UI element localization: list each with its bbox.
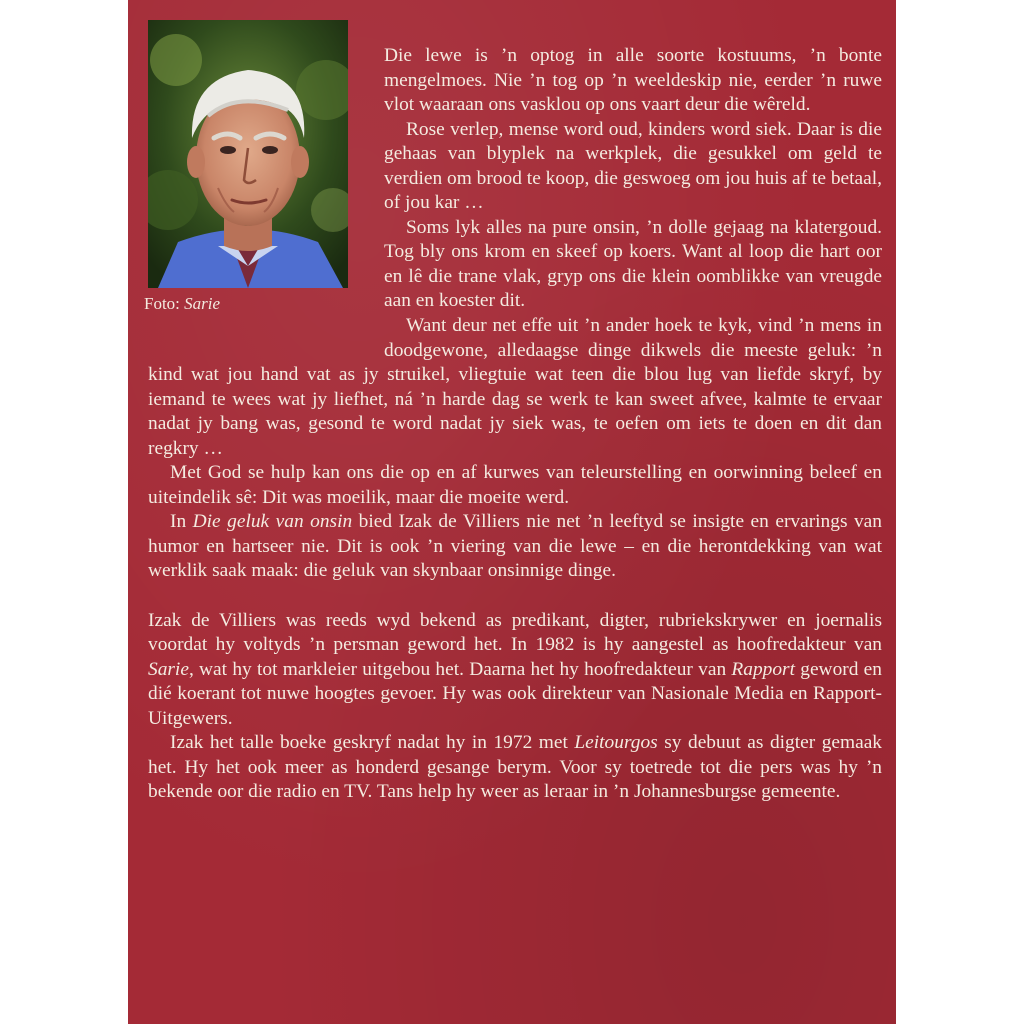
- newspaper-rapport: Rapport: [731, 658, 795, 680]
- blurb-paragraph-3: Soms lyk alles na pure onsin, ’n dolle gejaag na klatergoud. Tog bly ons krom en skeef op koers. Want al loop die hart oor en lê die trane vlak, gryp ons die klein oomblikke van vreugde aan en koester dit.: [384, 216, 882, 312]
- bio-paragraph-2: Izak het talle boeke geskryf nadat hy in 1972 met Leitourgos sy debuut as digter gemaak het. Hy het ook meer as honderd gesange berym. Voor sy toetrede tot die pers was hy ’n bekende oor die radio en TV. Tans help hy weer as leraar in ’n Johannesburgse gemeente.: [148, 732, 882, 803]
- blurb-paragraph-5: Met God se hulp kan ons die op en af kurwes van teleurstelling en oorwinning beleef en uiteindelik sê: Dit was moeilik, maar die moeite werd.: [148, 462, 882, 508]
- book-back-cover: [128, 0, 896, 1024]
- debut-title: Leitourgos: [574, 732, 658, 754]
- blurb-paragraph-6: In Die geluk van onsin bied Izak de Villiers nie net ’n leeftyd se insigte en ervarings van humor en hartseer nie. Dit is ook ’n viering van die lewe – en die herontdekking van wat werklik saak maak: die geluk van skynbaar onsinnige dinge.: [148, 511, 882, 582]
- blurb-text: [148, 44, 882, 805]
- photo-float-space: [148, 44, 370, 339]
- blurb-paragraph-4: Want deur net effe uit ’n ander hoek te kyk, vind ’n mens in doodgewone, alledaagse dinge dikwels die meeste geluk: ’n kind wat jou hand vat as jy struikel, vliegtuie wat teen die blou lug van liefde skryf, by iemand te wees wat jy liefhet, ná ’n harde dag se werk te kan sweet afvee, kalmte te ervaar nadat jy bang was, gesond te word nadat jy siek was, te oefen om iets te doen en dit dan regkry …: [148, 315, 882, 459]
- blurb-paragraph-1: Die lewe is ’n optog in alle soorte kostuums, ’n bonte mengelmoes. Nie ’n tog op ’n weeldeskip nie, eerder ’n ruwe vlot waaraan ons vasklou op ons vaart deur die wêreld.: [384, 45, 882, 116]
- book-title: Die geluk van onsin: [192, 511, 353, 533]
- photo-caption-prefix: Foto:: [144, 294, 185, 313]
- bio-paragraph-1: Izak de Villiers was reeds wyd bekend as predikant, digter, rubriekskrywer en joernalis voordat hy voltyds ’n persman geword het. In 1982 is hy aangestel as hoofredakteur van Sarie, wat hy tot markleier uitgebou het. Daarna het hy hoofredakteur van Rapport geword en dié koerant tot nuwe hoogtes gevoer. Hy was ook direkteur van Nasionale Media en Rapport-Uitgewers.: [148, 609, 882, 729]
- blurb-paragraph-2: Rose verlep, mense word oud, kinders word siek. Daar is die gehaas van blyplek na werkplek, die gesukkel om geld te verdien om brood te koop, die geswoeg om jou huis af te betaal, of jou kar …: [384, 118, 882, 214]
- photo-caption-source: Sarie: [184, 294, 221, 313]
- magazine-sarie: Sarie: [148, 658, 189, 680]
